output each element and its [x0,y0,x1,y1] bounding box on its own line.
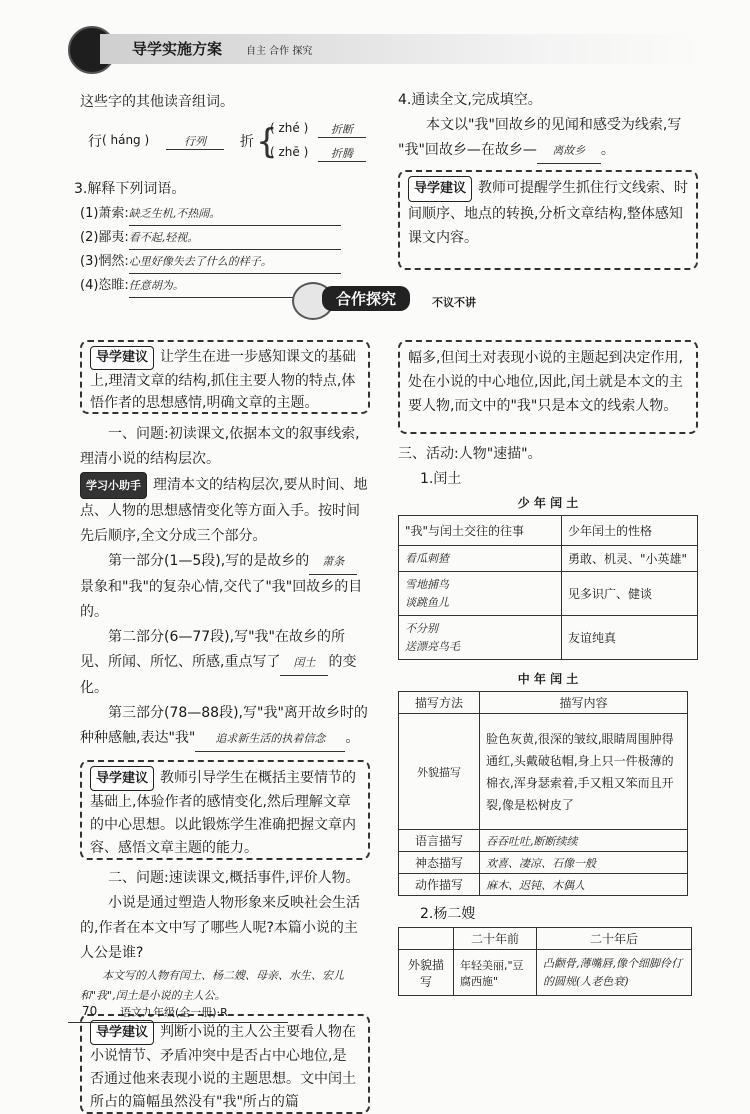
young-title: 少 年 闰 土 [517,496,579,510]
header-subtitle: 自主 合作 探究 [246,46,313,57]
mid-title: 中 年 闰 土 [517,672,579,686]
zhe-char: 折 [240,134,254,150]
intro-text: 这些字的其他读音组词。 [80,94,234,110]
part2: 第二部分(6—77段),写"我"在故乡的所见、所闻、所忆、所感,重点写了 闰土 的变化。 [80,629,357,696]
q1: 一、问题:初读课文,依据本文的叙事线索,理清小说的结构层次。 [80,426,360,467]
footer-line [68,1022,288,1023]
right-main [398,340,698,996]
table-row: 动作描写 麻木、迟钝、木偶人 [399,874,688,896]
section-note: 不议不讲 [432,296,476,309]
q2-answer: 本文写的人物有闰土、杨二嫂、母亲、水生、宏儿和"我",闰土是小说的主人公。 [80,969,344,1002]
zhe-answer-2: 折腾 [318,145,366,162]
table-row: 看瓜刺猹 勇敢、机灵、"小英雄" [399,546,698,572]
guide-box-3-text: 判断小说的主人公主要看人物在小说情节、矛盾冲突中是否占中心地位,是否通过他来表现小说的主题思想。文中闰土所占的篇幅虽然没有"我"所占的篇 [90,1024,357,1110]
zhe-answer-1: 折断 [318,121,366,138]
yang-table: 二十年前 二十年后 外貌描写 年轻美丽,"豆腐西施" 凸颧骨,薄嘴唇,像个细脚伶仃的圆规(人老色衰) [398,927,692,996]
term-row: (2)鄙夷:看不起,轻视。 [80,226,370,250]
guide-box-2: 导学建议 教师引导学生在概括主要情节的基础上,体验作者的感情变化,然后理解文章的中心思想。以此锻炼学生准确把握文章内容、感悟文章主题的能力。 [80,760,370,860]
helper-tag: 学习小助手 [80,472,147,499]
right-top [398,88,698,270]
guide-box-2-text: 教师引导学生在概括主要情节的基础上,体验作者的感情变化,然后理解文章的中心思想。以此锻炼学生准确把握文章内容、感悟文章主题的能力。 [90,770,357,856]
guide-box-3: 导学建议 判断小说的主人公主要看人物在小说情节、矛盾冲突中是否占中心地位,是否通过他来表现小说的主题思想。文中闰土所占的篇幅虽然没有"我"所占的篇 [80,1014,370,1114]
zhe-pinyin-2: ( zhē ) [270,145,309,159]
middle-runtu-table: 描写方法 描写内容 外貌描写 脸色灰黄,很深的皱纹,眼睛周围肿得通红,头戴破毡帽,身上只一件极薄的棉衣,浑身瑟索着,手又粗又笨而且开裂,像是松树皮了 语言描写 吞吞吐吐,断断续续 神态描写 欢喜、凄凉、石像一般 动作描写 麻木、迟钝、木偶人 [398,691,688,896]
sub-runtu: 1.闰土 [420,471,462,487]
guide-text: 教师可提醒学生抓住行文线索、时间顺序、地点的转换,分析文章结构,整体感知课文内容。 [408,180,689,246]
zhe-pinyin-1: ( zhé ) [270,121,309,135]
helper: 学习小助手 理清本文的结构层次,要从时间、地点、人物的思想感情变化等方面入手。按时间先后顺序,全文分成三个部分。 [80,472,370,549]
section-banner [292,282,512,316]
term-row: (1)萧索:缺乏生机,不热闹。 [80,202,370,226]
term-row: (3)惘然:心里好像失去了什么的样子。 [80,250,370,274]
term-row: (4)恣睢:任意胡为。 [80,274,370,298]
table-row: 雪地捕鸟 谈跳鱼儿 见多识广、健谈 [399,572,698,616]
guide-box-1-text: 让学生在进一步感知课文的基础上,理清文章的结构,抓住主要人物的特点,体悟作者的思想感情,明确文章的主题。 [90,349,357,411]
part3: 第三部分(78—88段),写"我"离开故乡时的种种感触,表达"我" 追求新生活的执着信念 。 [80,701,370,752]
footer-book: 语文九年级(全一册)·R [120,1006,228,1019]
q4-line2: "我"回故乡—在故乡— 离故乡 。 [398,138,698,164]
guide-box-3-continued: 幅多,但闰土对表现小说的主题起到决定作用,处在小说的中心地位,因此,闰土就是本文的主要人物,而文中的"我"只是本文的线索人物。 [398,340,698,434]
q2-text: 小说是通过塑造人物形象来反映社会生活的,作者在本文中写了哪些人呢?本篇小说的主人公是谁? [80,895,360,961]
guide-box-right-top [398,170,698,270]
activity-3: 三、活动:人物"速描"。 [398,446,542,462]
left-top [74,90,370,298]
guide-box-1: 导学建议 让学生在进一步感知课文的基础上,理清文章的结构,抓住主要人物的特点,体悟作者的思想感情,明确文章的主题。 [80,340,370,414]
hang-char: 行 [88,134,102,150]
sub-yang: 2.杨二嫂 [420,906,476,922]
brace: { [256,122,278,162]
q4-line1: 本文以"我"回故乡的见闻和感受为线索,写 [426,117,682,133]
q2: 二、问题:速读课文,概括事件,评价人物。 [108,870,360,886]
footer [68,996,308,1026]
young-runtu-table: "我"与闰土交往的往事 少年闰土的性格 看瓜刺猹 勇敢、机灵、"小英雄" 雪地捕鸟 谈跳鱼儿 见多识广、健谈 不分别 送漂亮鸟毛 友谊纯真 [398,515,698,660]
guide-tag: 导学建议 [408,176,472,202]
table-row: 不分别 送漂亮鸟毛 友谊纯真 [399,616,698,660]
hang-answer: 行列 [166,133,224,150]
section-title: 合作探究 [322,286,410,311]
q4-title: 4.通读全文,完成填空。 [398,92,542,108]
table-row: 语言描写 吞吞吐吐,断断续续 [399,830,688,852]
page-number: 70 [82,1004,98,1018]
hang-pinyin: ( háng ) [102,133,150,147]
part1: 第一部分(1—5段),写的是故乡的 萧条景象和"我"的复杂心情,交代了"我"回故乡的目的。 [80,549,370,625]
header-title: 导学实施方案 [132,40,223,58]
q4-answer: 离故乡 [537,138,601,164]
q3-title: 3.解释下列词语。 [74,181,186,197]
table-row: 神态描写 欢喜、凄凉、石像一般 [399,852,688,874]
header [60,22,700,72]
